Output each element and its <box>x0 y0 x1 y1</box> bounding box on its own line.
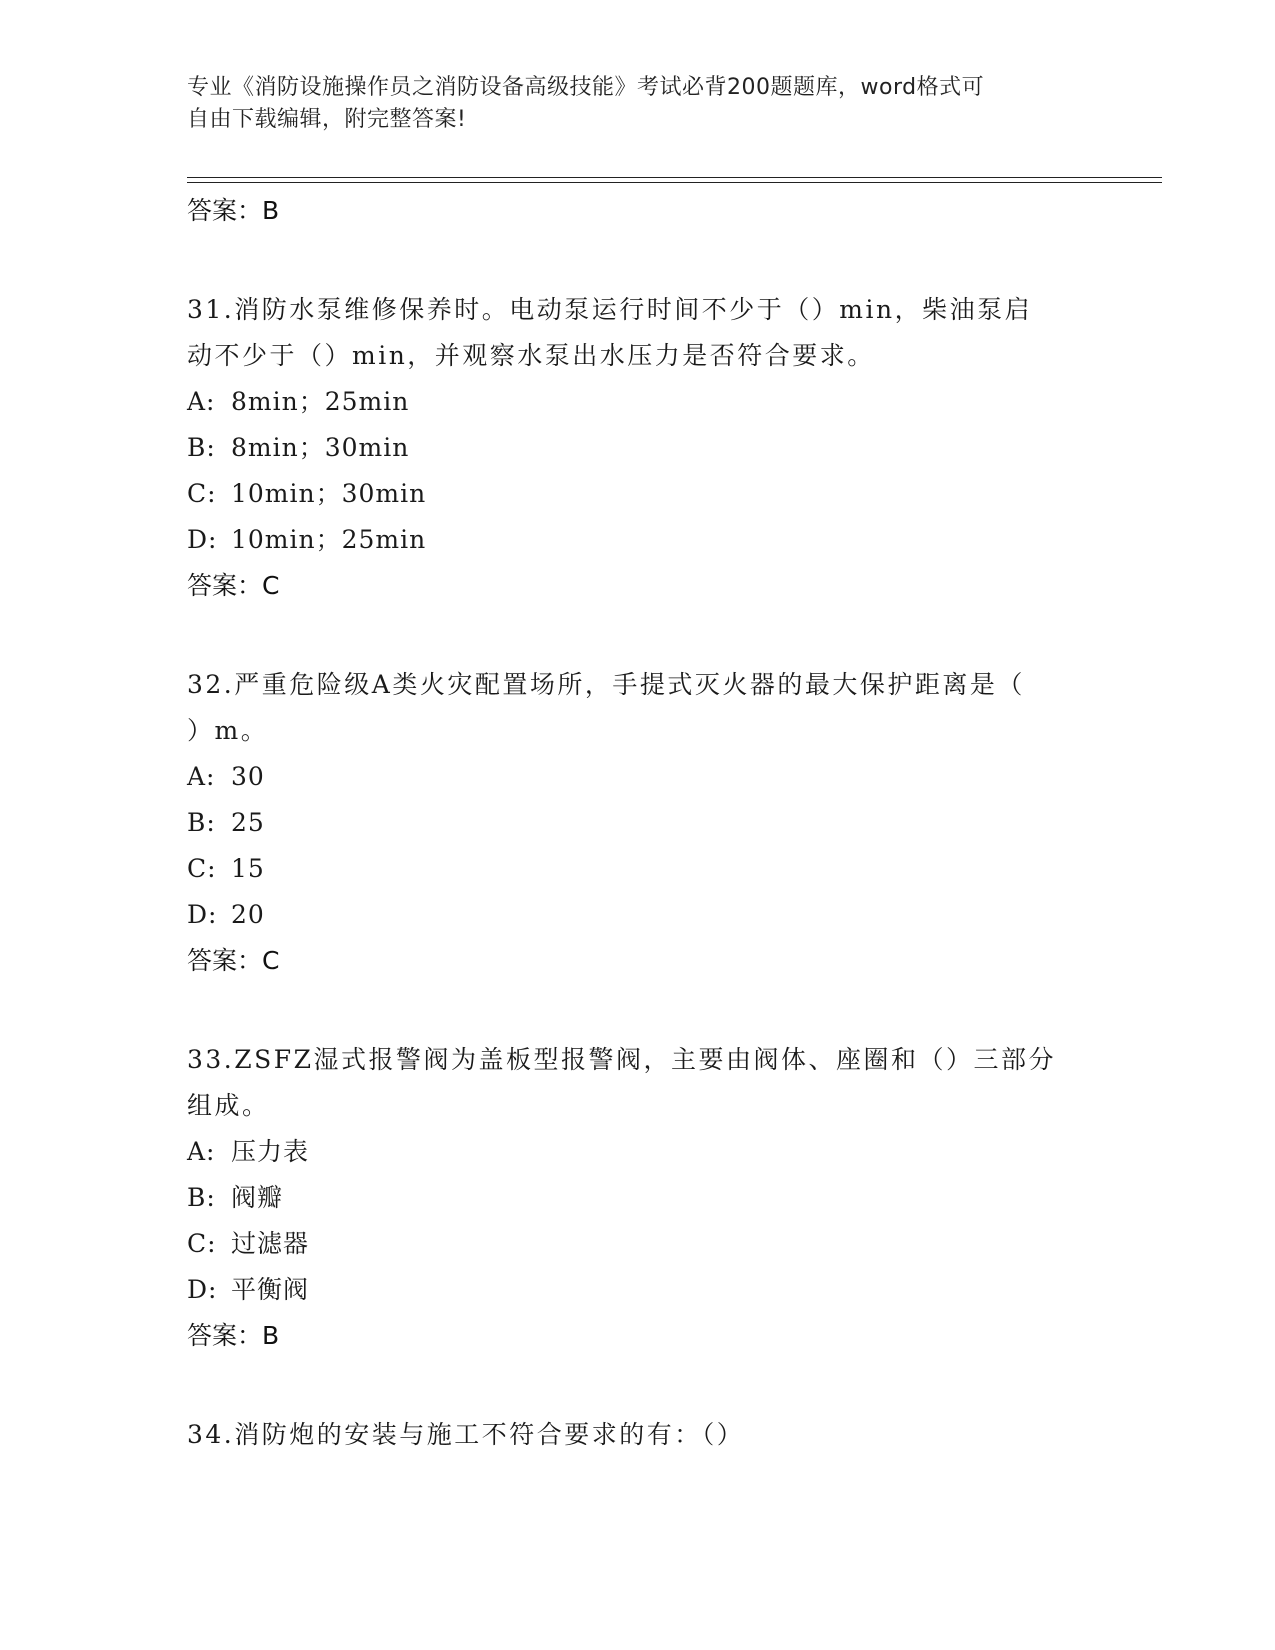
question-31 <box>187 287 1087 609</box>
question-34-text-line-1: 34.消防炮的安装与施工不符合要求的有：（） <box>187 1420 745 1449</box>
question-31-option-c <box>187 471 1087 517</box>
question-33-option-d <box>187 1267 1087 1313</box>
question-33 <box>187 1037 1087 1359</box>
option-key: B: <box>187 808 216 837</box>
option-text: 8min；30min <box>231 433 410 462</box>
option-text: 10min；25min <box>231 525 427 554</box>
spacer <box>187 609 1087 662</box>
header-divider-top <box>187 177 1162 178</box>
question-32-text-line-2: ）m。 <box>187 716 269 745</box>
question-31-option-d <box>187 517 1087 563</box>
option-key: A: <box>187 1137 216 1166</box>
header-divider-bottom <box>187 182 1162 183</box>
header-line-1: 专业《消防设施操作员之消防设备高级技能》考试必背200题题库，word格式可 <box>187 75 985 100</box>
option-key: D: <box>187 525 218 554</box>
answer-33: 答案：B <box>187 1321 280 1350</box>
question-33-option-b <box>187 1175 1087 1221</box>
option-text: 平衡阀 <box>231 1275 310 1304</box>
question-33-text-line-2: 组成。 <box>187 1091 270 1120</box>
question-32-option-b <box>187 800 1087 846</box>
option-text: 20 <box>231 900 265 929</box>
question-31-text-line-2: 动不少于（）min，并观察水泵出水压力是否符合要求。 <box>187 341 875 370</box>
question-32-text-line-1: 32.严重危险级A类火灾配置场所，手提式灭火器的最大保护距离是（ <box>187 670 1025 699</box>
spacer <box>187 1359 1087 1412</box>
document-header <box>187 72 1067 136</box>
option-text: 10min；30min <box>231 479 427 508</box>
option-key: C: <box>187 479 217 508</box>
option-text: 30 <box>231 762 265 791</box>
question-33-option-c <box>187 1221 1087 1267</box>
question-31-text-line-1: 31.消防水泵维修保养时。电动泵运行时间不少于（）min，柴油泵启 <box>187 295 1033 324</box>
option-text: 8min；25min <box>231 387 410 416</box>
header-line-2: 自由下载编辑，附完整答案! <box>187 107 467 132</box>
question-33-option-a <box>187 1129 1087 1175</box>
option-key: B: <box>187 433 216 462</box>
question-34 <box>187 1412 1087 1458</box>
option-key: A: <box>187 387 216 416</box>
question-31-option-b <box>187 425 1087 471</box>
question-31-option-a <box>187 379 1087 425</box>
option-text: 过滤器 <box>231 1229 310 1258</box>
answer-32: 答案：C <box>187 946 280 975</box>
question-33-text-line-1: 33.ZSFZ湿式报警阀为盖板型报警阀，主要由阀体、座圈和（）三部分 <box>187 1045 1056 1074</box>
option-key: D: <box>187 900 218 929</box>
option-key: C: <box>187 854 217 883</box>
option-key: B: <box>187 1183 216 1212</box>
spacer <box>187 984 1087 1037</box>
option-text: 阀瓣 <box>231 1183 284 1212</box>
option-text: 压力表 <box>231 1137 310 1166</box>
document-body <box>187 188 1087 1458</box>
question-32 <box>187 662 1087 984</box>
option-key: D: <box>187 1275 218 1304</box>
spacer <box>187 234 1087 287</box>
question-32-option-a <box>187 754 1087 800</box>
question-32-option-c <box>187 846 1087 892</box>
answer-30: 答案：B <box>187 196 280 225</box>
option-key: C: <box>187 1229 217 1258</box>
question-32-option-d <box>187 892 1087 938</box>
option-text: 25 <box>231 808 265 837</box>
option-key: A: <box>187 762 216 791</box>
answer-31: 答案：C <box>187 571 280 600</box>
option-text: 15 <box>231 854 265 883</box>
